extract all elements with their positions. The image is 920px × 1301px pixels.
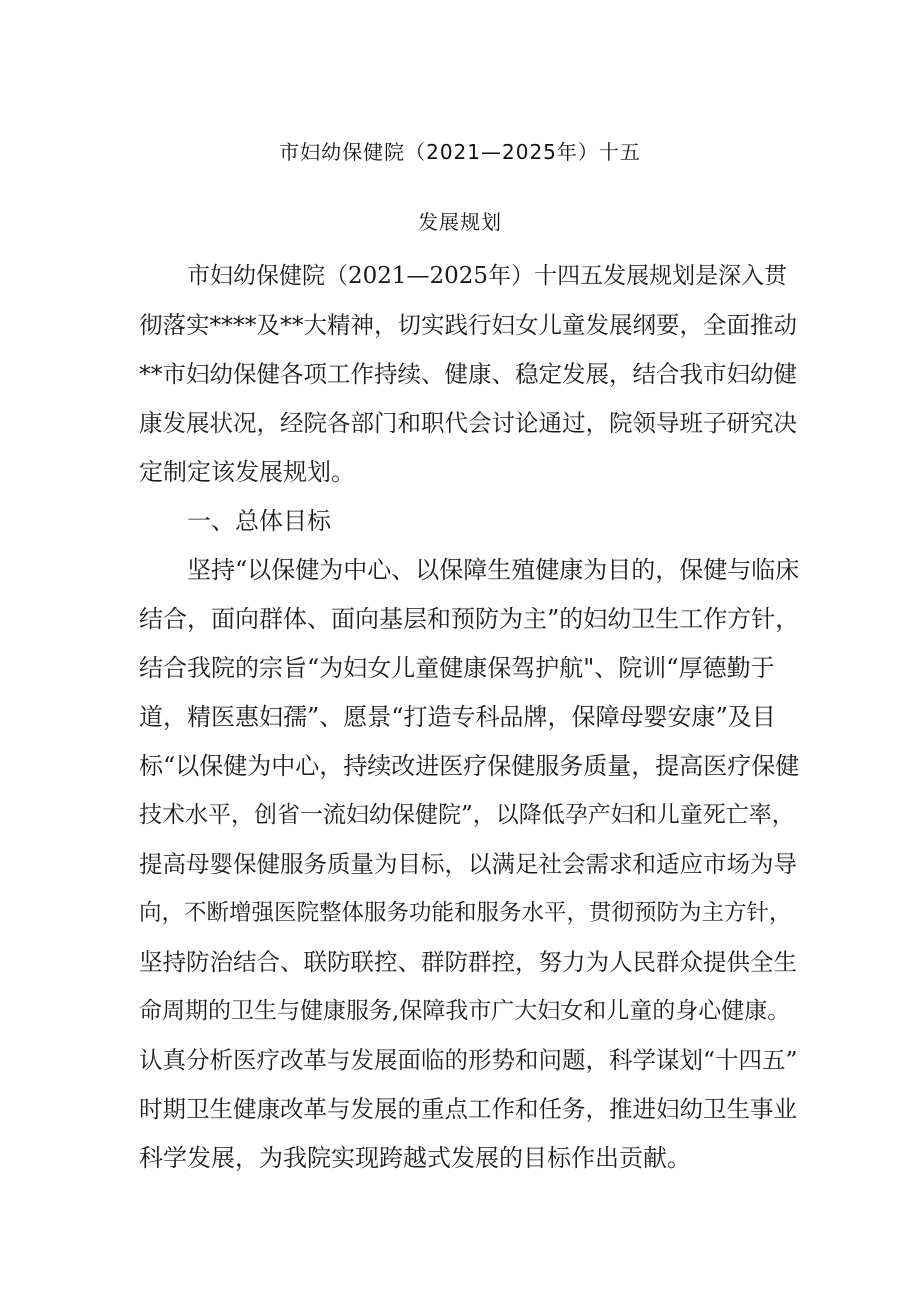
paragraph-line: 认真分析医疗改革与发展面临的形势和问题，科学谋划“十四五” [139,1046,798,1074]
document-title-line-1: 市妇幼保健院（2021—2025年）十五 [279,140,641,164]
paragraph-line: 康发展状况，经院各部门和职代会讨论通过，院领导班子研究决 [139,409,797,437]
paragraph-line: 市妇幼保健院（2021—2025年）十四五发展规划是深入贯 [187,263,788,289]
paragraph-line: 向，不断增强医院整体服务功能和服务水平，贯彻预防为主方针， [139,900,792,926]
paragraph-line: 科学发展，为我院实现跨越式发展的目标作出贡献。 [139,1144,691,1172]
paragraph-line: 结合我院的宗旨“为妇女儿童健康保驾护航"、院训“厚德勤于 [139,654,775,682]
paragraph-line: 标“以保健为中心，持续改进医疗保健服务质量，提高医疗保健 [139,752,800,780]
paragraph-line: 坚持防治结合、联防联控、群防群控，努力为人民群众提供全生 [139,948,797,976]
paragraph-line: 定制定该发展规划。 [139,458,355,486]
paragraph-line: 彻落实****及**大精神，切实践行妇女儿童发展纲要，全面推动 [139,311,797,339]
paragraph-line: **市妇幼保健各项工作持续、健康、稳定发展，结合我市妇幼健 [139,360,797,388]
paragraph-line: 坚持“以保健为中心、以保障生殖健康为目的，保健与临床 [187,556,800,584]
paragraph-line: 技术水平，创省一流妇幼保健院”，以降低孕产妇和儿童死亡率， [139,802,795,828]
document-title-line-2: 发展规划 [418,210,502,234]
paragraph-line: 命周期的卫生与健康服务,保障我市广大妇女和儿童的身心健康。 [139,998,791,1024]
section-heading-text: 一、总体目标 [187,507,331,535]
paragraph-line: 时期卫生健康改革与发展的重点工作和任务，推进妇幼卫生事业 [139,1095,797,1123]
paragraph-line: 结合，面向群体、面向基层和预防为主”的妇幼卫生工作方针， [139,605,800,633]
paragraph-line: 道，精医惠妇孺”、愿景“打造专科品牌，保障母婴安康”及目 [139,703,776,731]
paragraph-line: 提高母婴保健服务质量为目标，以满足社会需求和适应市场为导 [139,850,797,878]
